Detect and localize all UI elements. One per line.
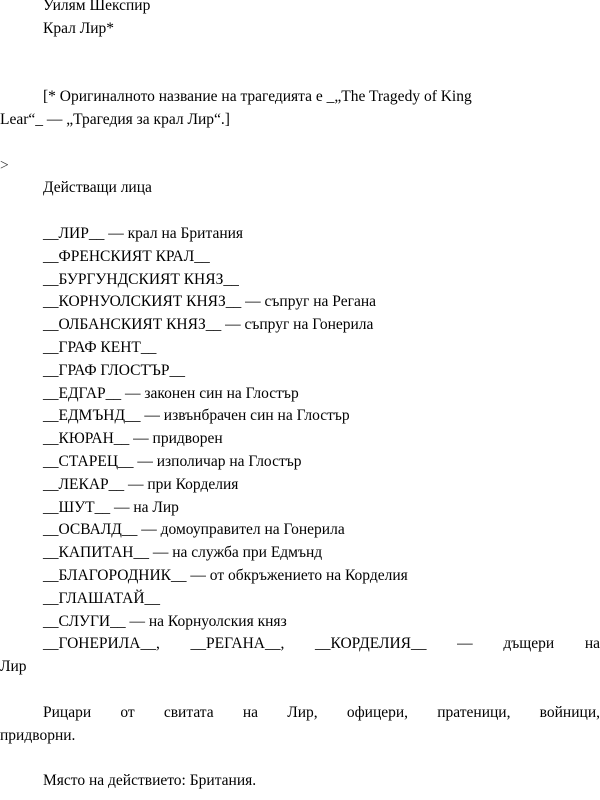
role-lear: __ЛИР__ — крал на Британия xyxy=(43,224,244,242)
role-edgar: __ЕДГАР__ — законен син на Глостър xyxy=(43,384,299,402)
role-oswald: __ОСВАЛД__ — домоуправител на Гонерила xyxy=(43,521,345,539)
daughters-line-1: __ГОНЕРИЛА__, __РЕГАНА__, __КОРДЕЛИЯ__ — дъщери на xyxy=(43,635,600,653)
spacer xyxy=(0,200,600,223)
spacer xyxy=(0,132,600,155)
spacer xyxy=(0,747,600,770)
role-edmund: __ЕДМЪНД__ — извънбрачен син на Глостър xyxy=(43,407,350,425)
role-fool: __ШУТ__ — на Лир xyxy=(43,498,179,516)
role-duke-of-cornwall: __КОРНУОЛСКИЯТ КНЯЗ__ — съпруг на Регана xyxy=(43,293,377,311)
role-doctor: __ЛЕКАР__ — при Корделия xyxy=(43,475,239,493)
role-herald: __ГЛАШАТАЙ__ xyxy=(43,589,161,607)
role-old-man: __СТАРЕЦ__ — изполичар на Глостър xyxy=(43,452,302,470)
knights-line-2: придворни. xyxy=(0,726,76,744)
spacer xyxy=(0,41,600,64)
knights-line-1: Рицари от свитата на Лир, офицери, пратеници, войници, xyxy=(43,703,600,721)
roles-list xyxy=(0,223,600,633)
author-name: Уилям Шекспир xyxy=(43,0,151,14)
setting-line: Място на действието: Британия. xyxy=(43,772,257,790)
quote-marker: > xyxy=(0,156,9,174)
characters-heading: Действащи лица xyxy=(43,179,152,197)
role-servants: __СЛУГИ__ — на Корнуолския княз xyxy=(43,612,287,630)
role-gentleman: __БЛАГОРОДНИК__ — от обкръжението на Корделия xyxy=(43,566,408,584)
footnote-line-1: [* Оригиналното название на трагедията е _„The Tragedy of King xyxy=(43,88,472,106)
role-king-of-france: __ФРЕНСКИЯТ КРАЛ__ xyxy=(43,247,210,265)
play-title: Крал Лир* xyxy=(43,19,115,37)
role-earl-of-gloucester: __ГРАФ ГЛОСТЪР__ xyxy=(43,361,185,379)
role-curan: __КЮРАН__ — придворен xyxy=(43,430,223,448)
spacer xyxy=(0,679,600,702)
footnote-line-2: Lear“_ — „Трагедия за крал Лир“.] xyxy=(0,110,230,128)
spacer xyxy=(0,63,600,86)
role-captain: __КАПИТАН__ — на служба при Едмънд xyxy=(43,544,323,562)
role-duke-of-albany: __ОЛБАНСКИЯТ КНЯЗ__ — съпруг на Гонерила xyxy=(43,316,374,334)
role-duke-of-burgundy: __БУРГУНДСКИЯТ КНЯЗ__ xyxy=(43,270,239,288)
role-earl-of-kent: __ГРАФ КЕНТ__ xyxy=(43,338,157,356)
daughters-line-2: Лир xyxy=(0,658,27,676)
